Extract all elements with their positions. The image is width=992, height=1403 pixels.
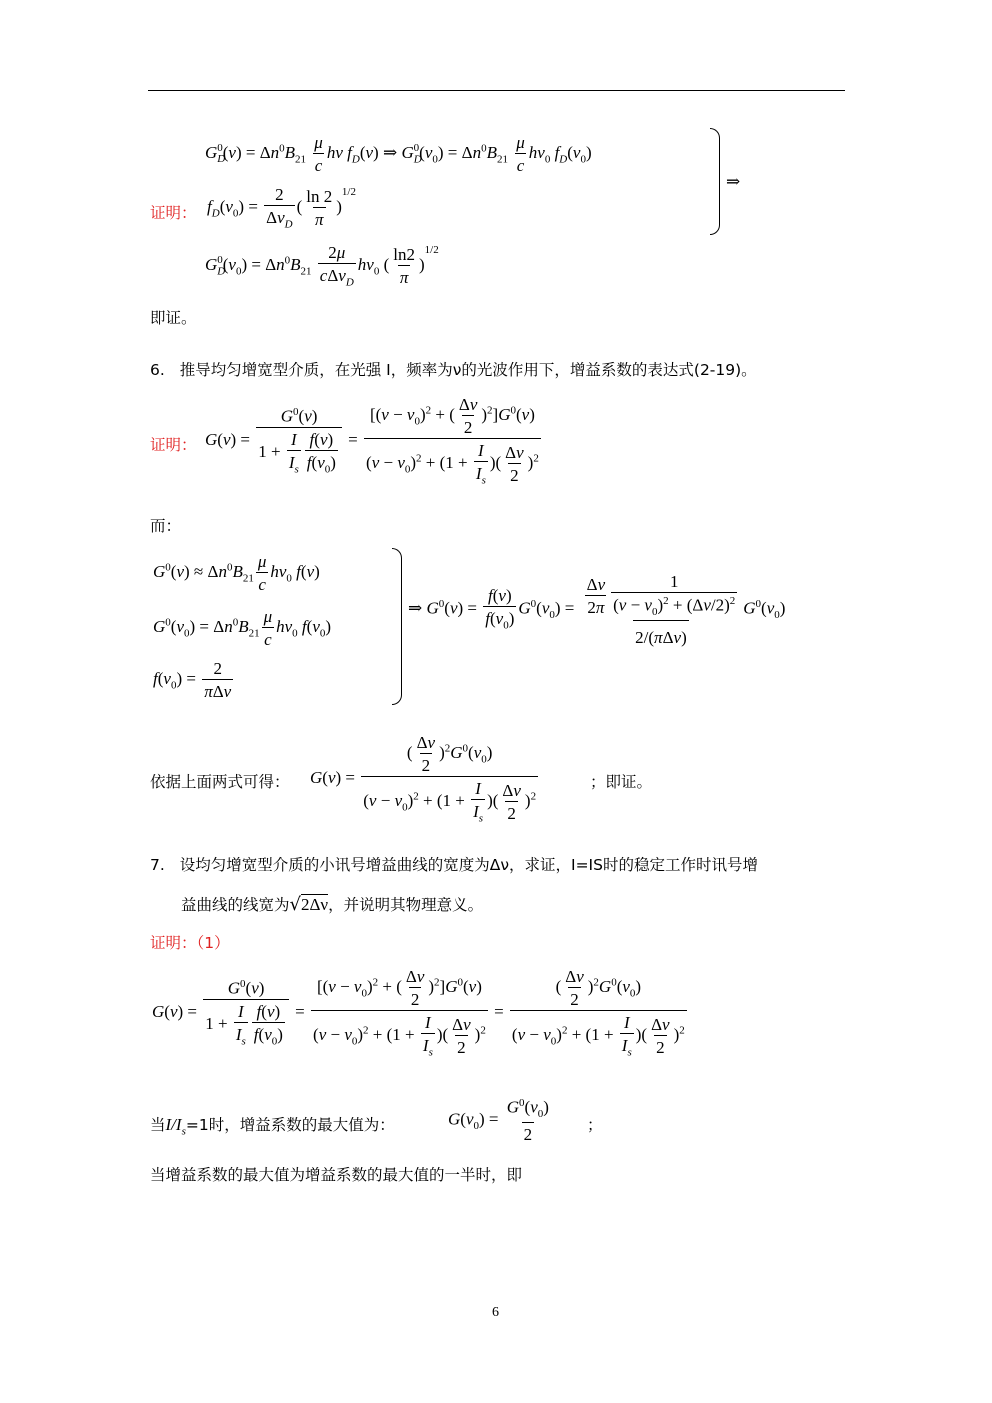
question-7-sqrt-arg: 2Δν: [301, 895, 329, 914]
eq-small-signal-gain: $G^0(\nu) \approx \Delta n^0B_{21}$ $\frac{\mu}{c}$ $h\nu_0$ f(ν): [153, 552, 320, 594]
eq-max-gain: $G(\nu_0)$ = $\frac{G^0(\nu_0)}{2}$: [448, 1097, 549, 1145]
eq-lineshape-peak: $f(\nu_0)$ = $\frac{2}{\text{πΔν}}$: [153, 659, 232, 701]
hence-text-1: 即证。: [150, 309, 197, 327]
eq-q7-gain: G(ν) = $G^0(\nu)$ 1 + $\frac{I}{I_s}$ $\frac{f(\nu)}{f(\nu_0)}$ = [$(\nu - \nu_0)^2$ + ( $\frac{\Delta\nu}{2}$ )$^2]G^0(\nu)$ $(\nu - \nu_0)^2 + (1$ + $\frac{I}{I_s}$ )( $\frac{\Delta\nu}{2}$ )$^2$ = ( $\frac{\Delta\nu}{2}$ )$^2G^0(\nu_0)$ $(\nu - \nu_0)^2 + (1$ + $\frac{I}{I_s}$ )( $\frac{\Delta\nu}{2}$ )$^2$: [152, 967, 685, 1059]
question-7-line1: [150, 853, 758, 875]
question-6-text: 推导均匀增宽型介质，在光强 I，频率为ν的光波作用下，增益系数的表达式(2-19)。: [179, 361, 757, 379]
half-max-text: 当增益系数的最大值为增益系数的最大值的一半时，即: [150, 1166, 523, 1184]
question-7-text-1: 设均匀增宽型介质的小讯号增益曲线的宽度为Δν，求证，I=IS时的稳定工作时讯号增: [179, 856, 758, 874]
question-7-number: 7.: [150, 856, 165, 874]
eq-doppler-gain: $G_D^0(\nu) = \Delta n^0B_{21}$ $\frac{\mu}{c}$ hν $f_D(\nu)$ ⇒ $G_D^0(\nu_0) = \Delta n^0B_{21}$ $\frac{\mu}{c}$ $h\nu_0$ $f_D(\nu_0)$: [205, 133, 592, 175]
question-7-text-2a: 益曲线的线宽为: [181, 896, 290, 914]
proof-label-3: 证明：（1）: [150, 934, 230, 952]
eq-gain-ratio: ⇒ $G^0(\nu)$ = $\frac{f(\nu)}{f(\nu_0)}$ $G^0(\nu_0)$ = $\frac{\Delta\nu}{2\pi}$ $\frac{1}{(\nu - \nu_0)^2 + (\Delta\nu/2)^2}$ 2/(πΔν) $G^0(\nu_0)$: [408, 572, 786, 648]
max-gain-pre: 当: [150, 1116, 166, 1134]
proof-label-2: 证明：: [150, 436, 197, 454]
max-gain-cond-text: I/I: [165, 1115, 182, 1134]
eq-doppler-peak: $G_D^0(\nu_0) = \Delta n^0B_{21}$ $\frac{2\mu}{c\Delta\nu_D}$ $h\nu_0$ ( $\frac{\ln 2}{\pi}$ )$^{1/2}$: [205, 243, 439, 289]
implies-arrow-1: ⇒: [726, 172, 741, 191]
max-gain-end: ；: [587, 1116, 603, 1134]
from-above-text: 依据上面两式可得：: [150, 773, 290, 791]
max-gain-cond-post: =1时，增益系数的最大值为：: [185, 1116, 395, 1134]
max-gain-cond: [165, 1115, 186, 1138]
question-7-line2: [181, 893, 483, 915]
hence-text-2: ；即证。: [590, 773, 653, 791]
brace-right-2: [392, 548, 402, 705]
proof-label-1: 证明：: [150, 204, 197, 222]
brace-right-1: [710, 128, 720, 235]
eq-homogeneous-gain: G(ν) = $G^0(\nu)$ 1 + $\frac{I}{I_s}$ $\frac{f(\nu)}{f(\nu_0)}$ = [$(\nu - \nu_0)^2$ + ( $\frac{\Delta\nu}{2}$ )$^2]G^0(\nu)$ $(\nu - \nu_0)^2 + (1$ + $\frac{I}{I_s}$ )( $\frac{\Delta\nu}{2}$ )$^2$: [205, 395, 539, 487]
max-gain-cond-sub: s: [181, 1125, 186, 1138]
header-rule: [148, 90, 845, 91]
question-7-text-2b: ，并说明其物理意义。: [328, 896, 484, 914]
and-text: 而：: [150, 517, 182, 535]
sqrt-symbol: √: [289, 894, 301, 915]
max-gain-line: [150, 1113, 395, 1137]
page-number: 6: [492, 1305, 499, 1320]
question-6-number: 6.: [150, 361, 165, 379]
eq-small-signal-peak: $G^0(\nu_0) = \Delta n^0B_{21}$ $\frac{\mu}{c}$ $h\nu_0$ $f(\nu_0)$: [153, 607, 332, 649]
question-6: [150, 358, 757, 380]
eq-saturated-gain: G(ν) = ( $\frac{\Delta\nu}{2}$ )$^2G^0(\nu_0)$ $(\nu - \nu_0)^2 + (1$ + $\frac{I}{I_s}$ )( $\frac{\Delta\nu}{2}$ )$^2$: [310, 733, 537, 825]
eq-doppler-lineshape: $f_D(\nu_0)$ = $\frac{2}{\Delta\nu_D}$ ( $\frac{\ln 2}{\pi}$ )$^{1/2}$: [207, 185, 356, 231]
